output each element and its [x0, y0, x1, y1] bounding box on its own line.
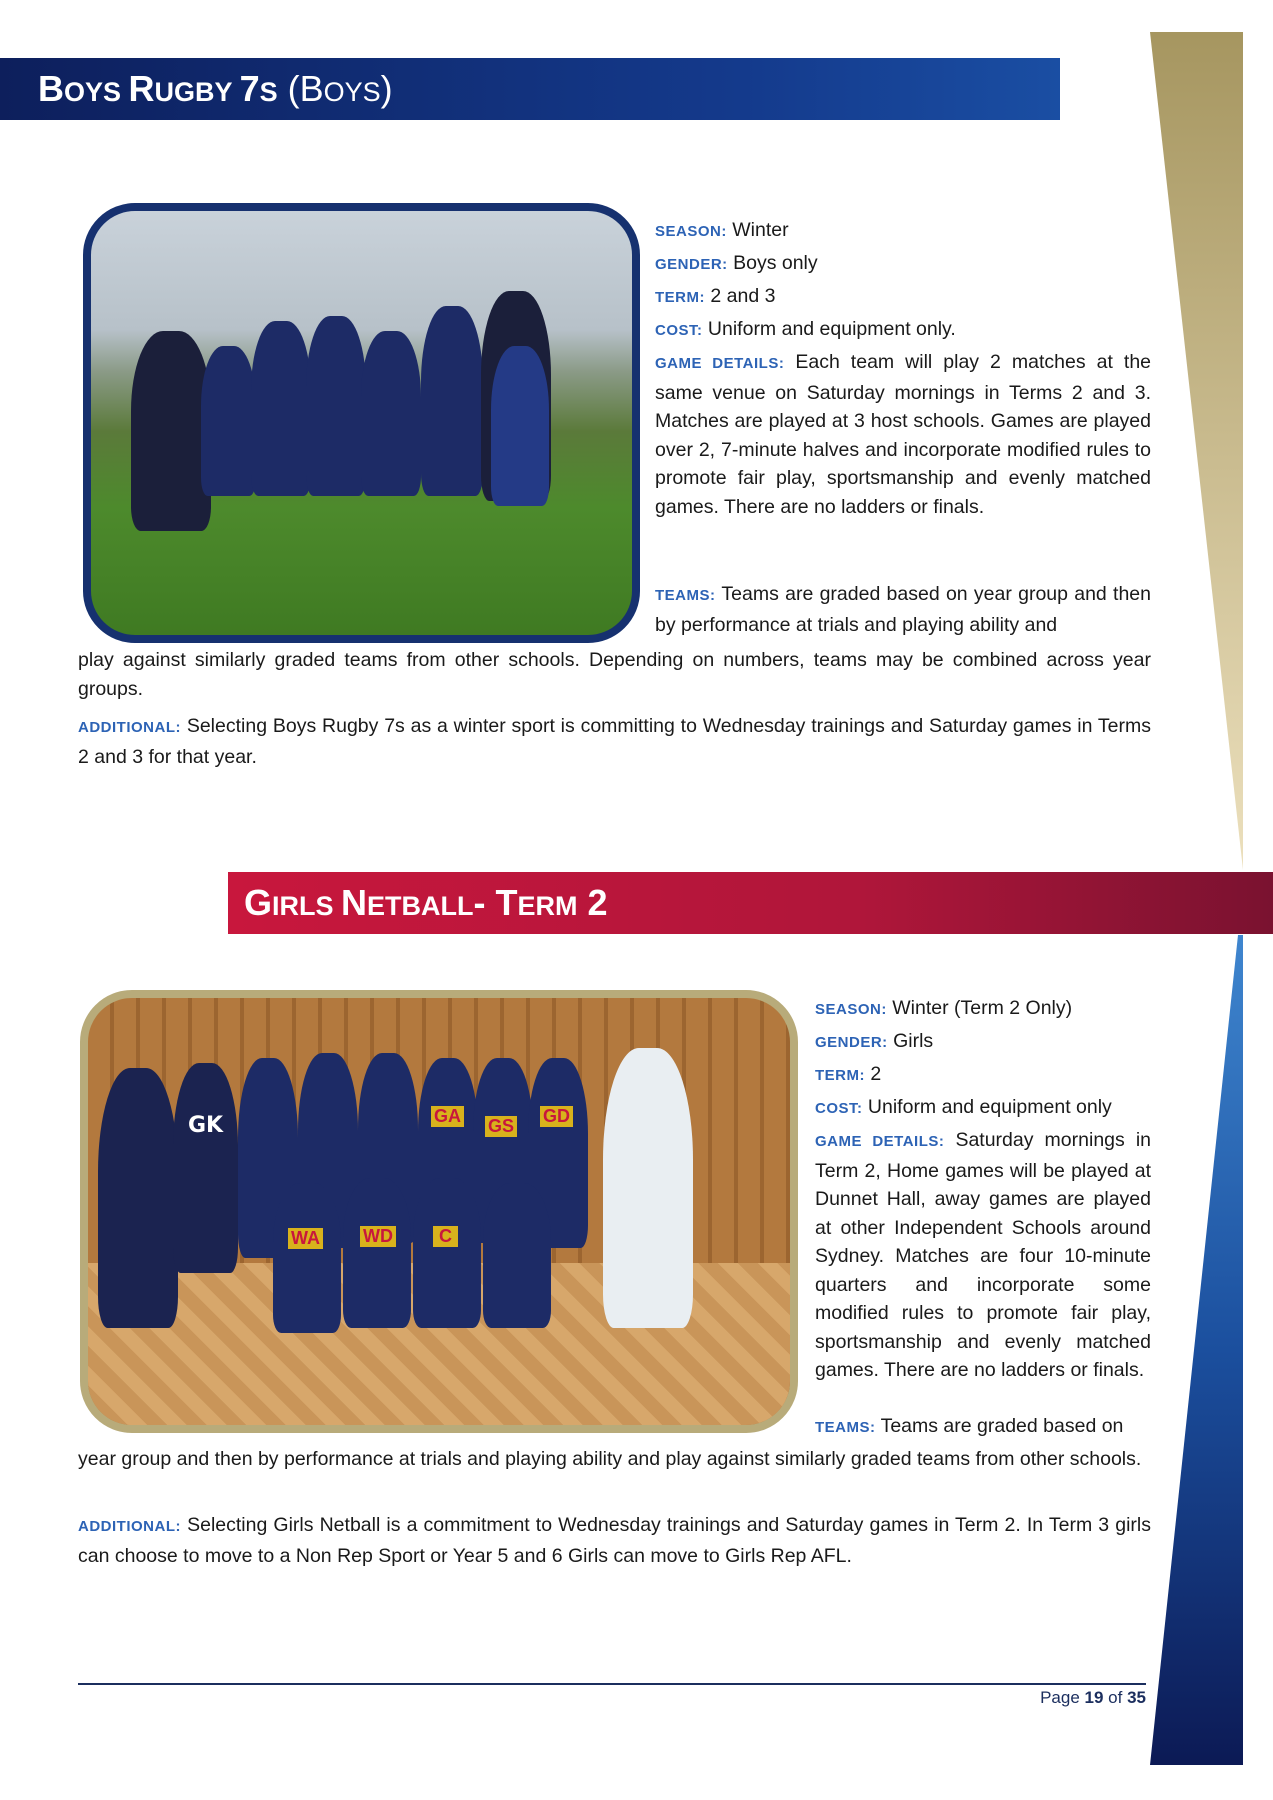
rugby-team-photo — [83, 203, 640, 643]
rugby-teams-continued: play against similarly graded teams from other schools. Depending on numbers, teams may be combined across year groups. — [78, 649, 1151, 700]
netball-term: TERM: 2 — [815, 1063, 882, 1085]
netball-teams-continued: year group and then by performance at trials and playing ability and play against similarly graded teams from other schools. — [78, 1448, 1142, 1470]
netball-title: GIRLS NETBALL- TERM 2 — [244, 882, 608, 923]
bib-wa: WA — [288, 1228, 323, 1249]
rugby-season: SEASON: Winter — [655, 219, 789, 241]
netball-additional: ADDITIONAL: Selecting Girls Netball is a commitment to Wednesday trainings and Saturday games in Term 2. In Term 3 girls can choose to move to a Non Rep Sport or Year 5 and 6 Girls can move to Girls Rep AFL. — [78, 1514, 1151, 1567]
netball-teams: TEAMS: Teams are graded based on — [815, 1415, 1124, 1437]
netball-section-banner — [228, 872, 1273, 934]
netball-season: SEASON: Winter (Term 2 Only) — [815, 997, 1073, 1019]
blue-band — [1150, 935, 1243, 1765]
bib-ga: GA — [431, 1106, 464, 1127]
rugby-cost: COST: Uniform and equipment only. — [655, 318, 956, 340]
bib-gd: GD — [540, 1106, 573, 1127]
netball-gender: GENDER: Girls — [815, 1030, 934, 1052]
page-number: Page 19 of 35 — [1040, 1688, 1146, 1707]
bib-wd: WD — [360, 1226, 396, 1247]
footer-divider — [78, 1683, 1146, 1685]
bib-c: C — [433, 1226, 458, 1247]
rugby-term: TERM: 2 and 3 — [655, 285, 776, 307]
gold-band — [1150, 32, 1243, 870]
netball-cost: COST: Uniform and equipment only — [815, 1096, 1112, 1118]
netball-game-details: GAME DETAILS: Saturday mornings in Term 2, Home games will be played at Dunnet Hall, away games are played at other Independent Schools around Sydney. Matches are four 10-minute quarters and incorporate some modified rules to promote fair play, sportsmanship and evenly matched games. There are no ladders or finals. — [815, 1129, 1151, 1381]
rugby-title: BOYS RUGBY 7S (BOYS) — [38, 68, 393, 109]
rugby-section-banner — [0, 58, 1060, 120]
bib-gk: GK — [188, 1113, 224, 1138]
bib-gs: GS — [485, 1116, 517, 1137]
rugby-game-details: GAME DETAILS: Each team will play 2 matches at the same venue on Saturday mornings in Terms 2 and 3. Matches are played at 3 host schools. Games are played over 2, 7-minute halves and incorporate modified rules to promote fair play, sportsmanship and evenly matched games. There are no ladders or finals. — [655, 351, 1152, 518]
rugby-additional: ADDITIONAL: Selecting Boys Rugby 7s as a winter sport is committing to Wednesday trainings and Saturday games in Terms 2 and 3 for that year. — [78, 715, 1151, 768]
netball-team-photo — [80, 990, 798, 1433]
rugby-gender: GENDER: Boys only — [655, 252, 818, 274]
rugby-teams: TEAMS: Teams are graded based on year group and then by performance at trials and playing ability and — [655, 583, 1151, 636]
